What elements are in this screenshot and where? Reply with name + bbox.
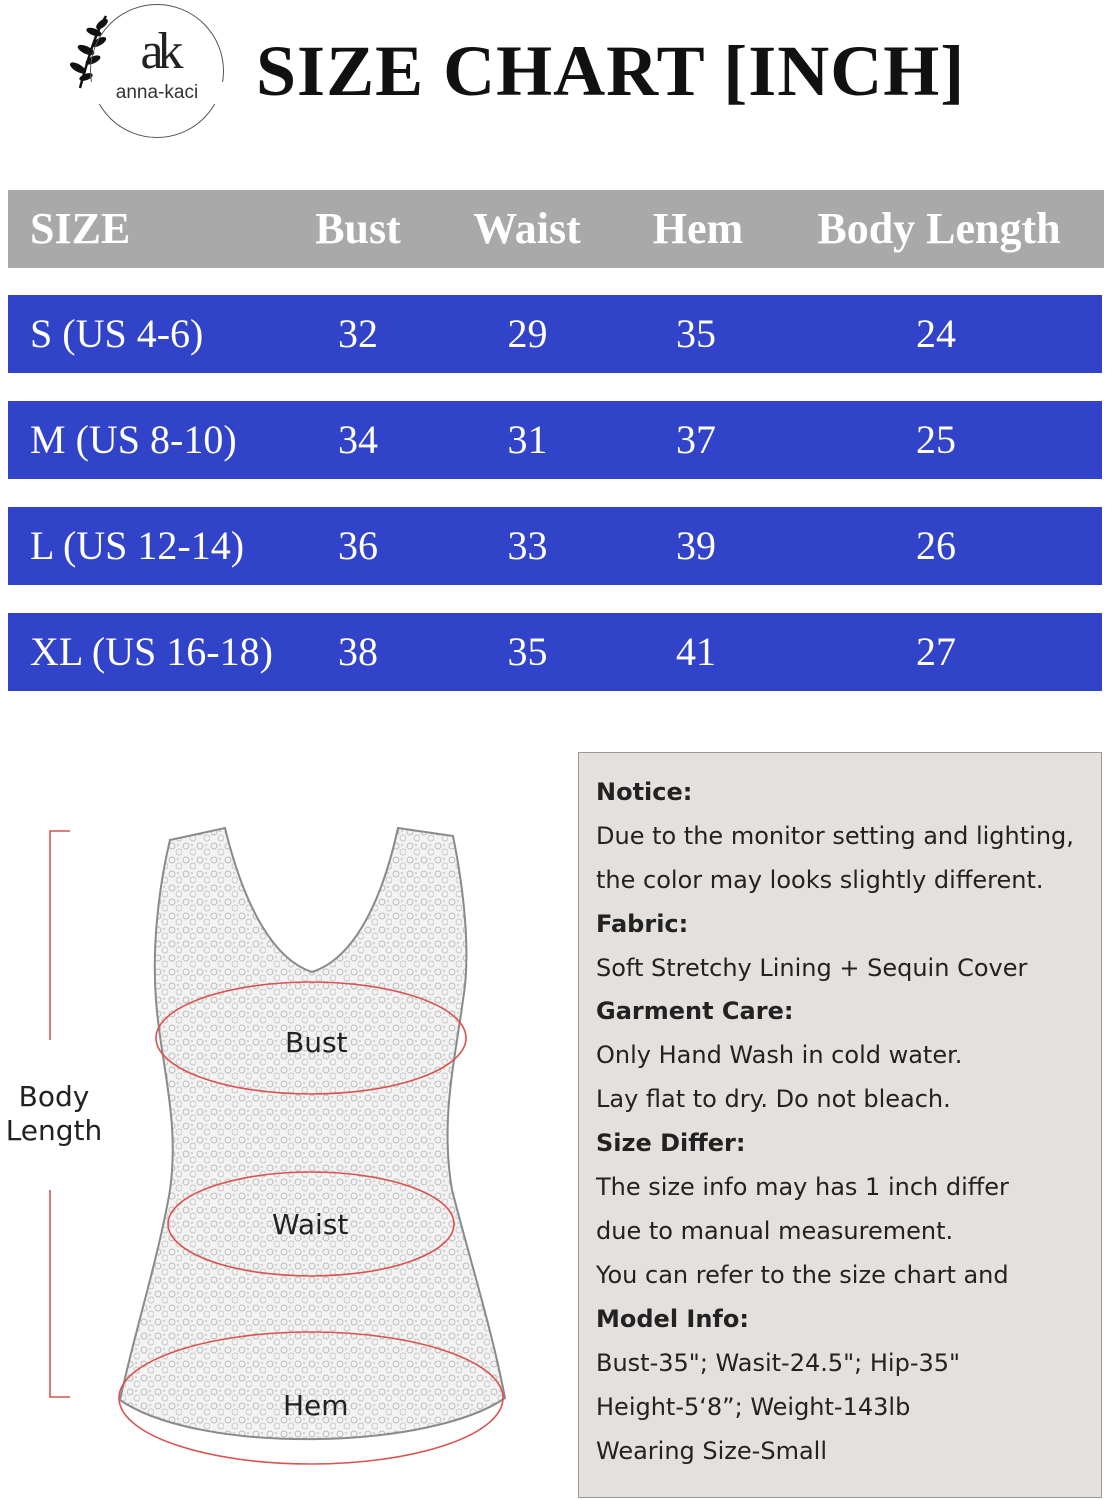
cell-hem: 37 [676,417,716,462]
cell-hem: 39 [676,523,716,568]
cell-size: XL (US 16-18) [30,629,273,674]
cell-body-length: 24 [916,311,956,356]
model-info-text: Bust-35"; Wasit-24.5"; Hip-35" [596,1349,961,1377]
cell-waist: 33 [507,523,548,568]
cell-size: L (US 12-14) [30,523,245,568]
cell-size: S (US 4-6) [30,311,204,356]
body-length-label-line2: Length [5,1114,103,1147]
garment-care-text: Only Hand Wash in cold water. [596,1041,963,1069]
notice-heading: Notice: [596,778,693,806]
cell-bust: 38 [338,629,378,674]
page-title: SIZE CHART [INCH] [256,31,966,111]
model-info-text: Height-5‘8”; Weight-143lb [596,1393,911,1421]
size-differ-text: The size info may has 1 inch differ [596,1173,1009,1201]
model-info-heading: Model Info: [596,1305,749,1333]
logo-brand-name: anna-kaci [90,82,224,104]
fabric-text: Soft Stretchy Lining + Sequin Cover [596,954,1028,982]
cell-bust: 34 [338,417,378,462]
fabric-heading: Fabric: [596,910,689,938]
size-differ-text: due to manual measurement. [596,1217,954,1245]
logo-monogram: ak [140,23,178,80]
notice-panel [578,752,1102,1498]
header-bust: Bust [315,204,401,253]
cell-bust: 36 [338,523,378,568]
cell-waist: 29 [507,311,548,356]
header-body-length: Body Length [817,204,1061,253]
cell-size: M (US 8-10) [30,417,237,462]
table-row [8,507,1102,585]
bust-label: Bust [285,1026,348,1059]
garment-care-text: Lay flat to dry. Do not bleach. [596,1085,951,1113]
brand-logo [90,4,224,138]
cell-body-length: 27 [916,629,956,674]
cell-waist: 31 [507,417,548,462]
body-length-label-line1: Body [18,1080,90,1113]
model-info-text: Wearing Size-Small [596,1437,827,1465]
body-length-label [0,1080,108,1148]
cell-bust: 32 [338,311,378,356]
header-waist: Waist [473,204,581,253]
garment-care-heading: Garment Care: [596,997,794,1025]
cell-hem: 41 [676,629,716,674]
table-row [8,613,1102,691]
waist-label: Waist [272,1208,349,1241]
notice-text: the color may looks slightly different. [596,866,1044,894]
cell-body-length: 25 [916,417,956,462]
size-differ-heading: Size Differ: [596,1129,746,1157]
table-row [8,295,1102,373]
table-header [8,190,1104,268]
hem-label: Hem [283,1389,349,1422]
header-hem: Hem [652,204,744,253]
size-differ-text: You can refer to the size chart and [596,1261,1009,1289]
tank-top-silhouette [120,828,505,1439]
cell-hem: 35 [676,311,716,356]
table-row [8,401,1102,479]
cell-waist: 35 [507,629,548,674]
cell-body-length: 26 [916,523,956,568]
header-size: SIZE [30,204,131,253]
notice-text: Due to the monitor setting and lighting, [596,822,1074,850]
